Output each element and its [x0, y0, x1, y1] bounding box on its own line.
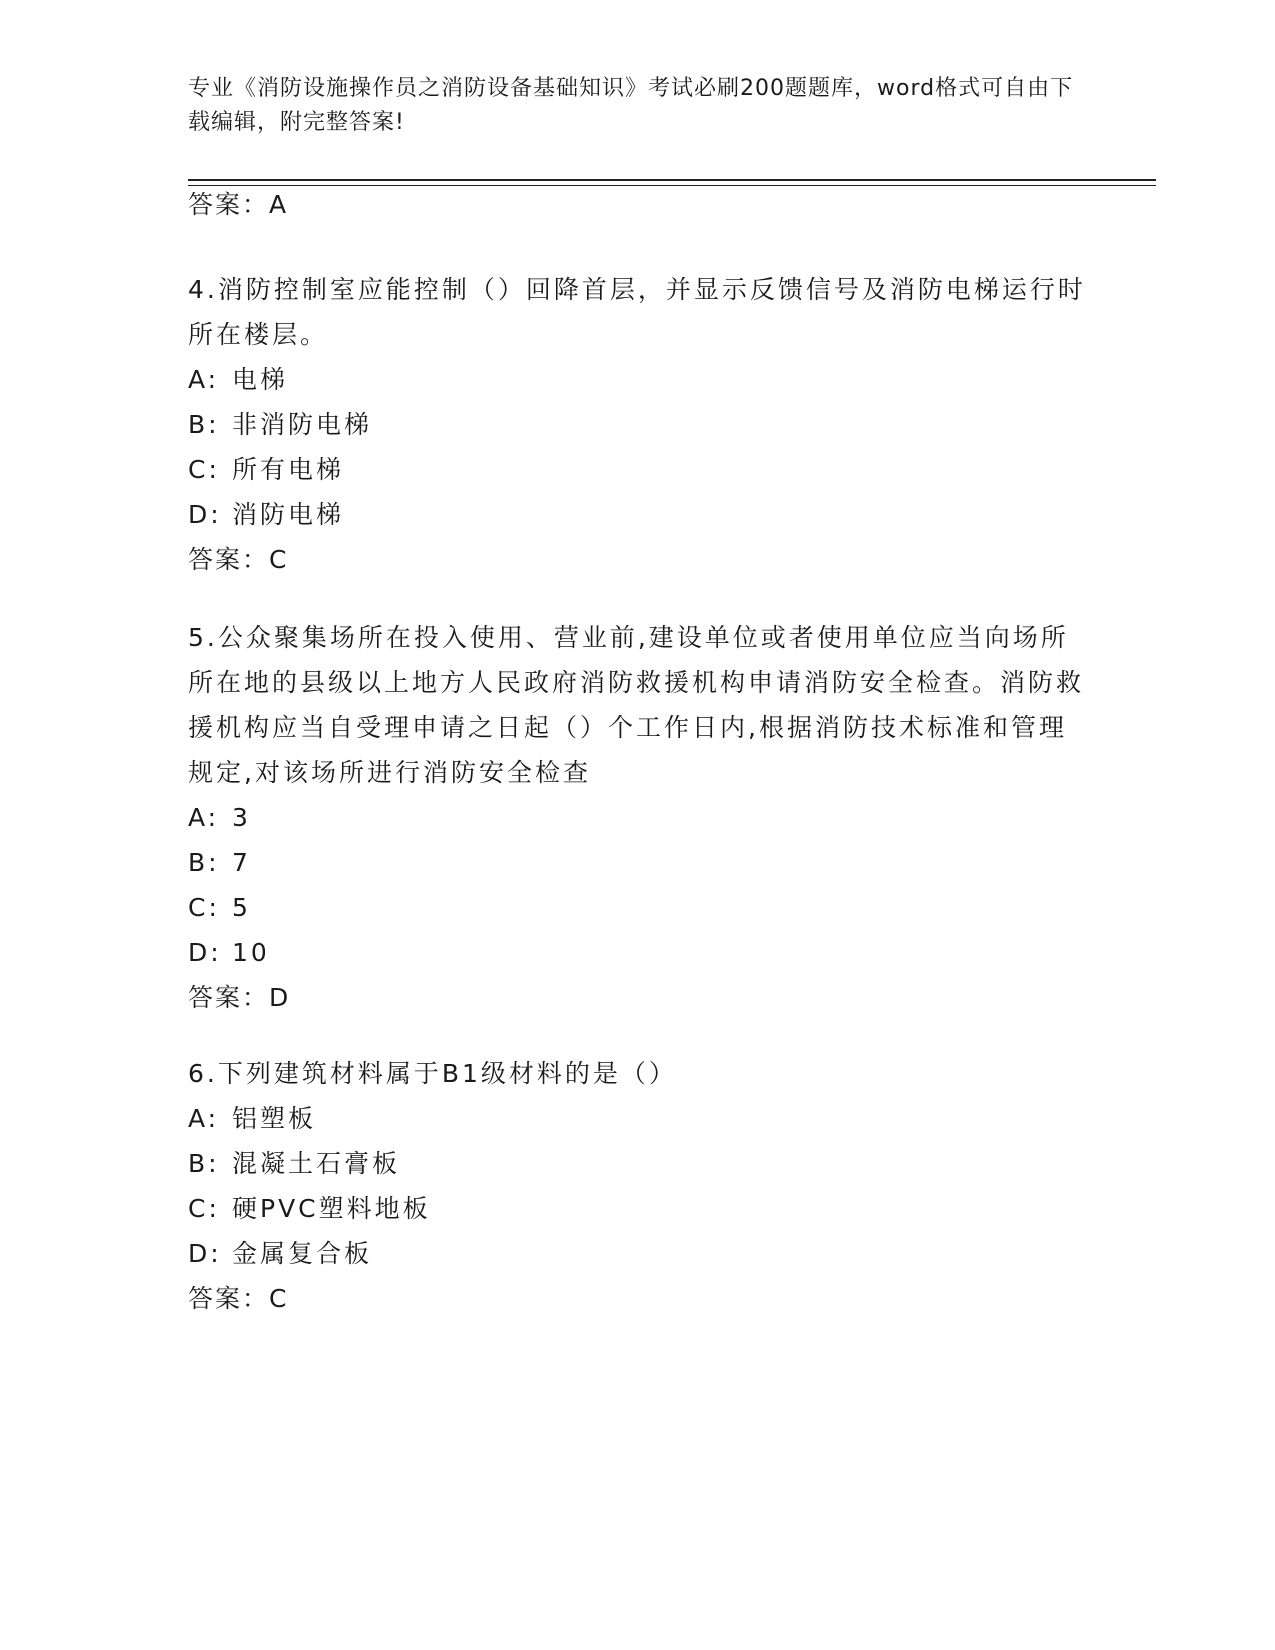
- option-key: C:: [188, 893, 220, 922]
- option-text: 3: [232, 803, 251, 832]
- option-b: [188, 1141, 1088, 1186]
- option-text: 电梯: [232, 365, 289, 394]
- option-key: D:: [188, 1239, 222, 1268]
- answer-line: 答案：D: [188, 983, 291, 1012]
- option-a: [188, 795, 1088, 840]
- option-key: C:: [188, 1194, 220, 1223]
- option-key: B:: [188, 410, 220, 439]
- option-text: 10: [232, 938, 270, 967]
- option-key: A:: [188, 1104, 220, 1133]
- option-key: D:: [188, 500, 222, 529]
- option-d: [188, 930, 1088, 975]
- question-5: [188, 615, 1088, 1020]
- document-header: 专业《消防设施操作员之消防设备基础知识》考试必刷200题题库，word格式可自由下载编辑，附完整答案!: [188, 76, 1074, 135]
- option-key: C:: [188, 455, 220, 484]
- answer-line: 答案：C: [188, 1284, 289, 1313]
- option-c: [188, 447, 1088, 492]
- question-6: [188, 1051, 1088, 1321]
- option-key: A:: [188, 803, 220, 832]
- option-text: 硬PVC塑料地板: [232, 1194, 431, 1223]
- answer-line: 答案：A: [188, 190, 289, 219]
- header-divider: [188, 179, 1156, 181]
- option-d: [188, 1231, 1088, 1276]
- option-text: 5: [232, 893, 251, 922]
- option-b: [188, 840, 1088, 885]
- option-text: 消防电梯: [232, 500, 345, 529]
- option-text: 金属复合板: [232, 1239, 373, 1268]
- option-key: B:: [188, 848, 220, 877]
- question-text: 5.公众聚集场所在投入使用、营业前,建设单位或者使用单位应当向场所所在地的县级以上地方人民政府消防救援机构申请消防安全检查。消防救援机构应当自受理申请之日起（）个工作日内,根据消防技术标准和管理规定,对该场所进行消防安全检查: [188, 623, 1085, 787]
- option-c: [188, 1186, 1088, 1231]
- option-a: [188, 1096, 1088, 1141]
- option-c: [188, 885, 1088, 930]
- option-key: B:: [188, 1149, 220, 1178]
- option-key: D:: [188, 938, 222, 967]
- option-d: [188, 492, 1088, 537]
- option-key: A:: [188, 365, 220, 394]
- option-text: 混凝土石膏板: [232, 1149, 401, 1178]
- option-text: 所有电梯: [232, 455, 345, 484]
- option-text: 7: [232, 848, 251, 877]
- question-text: 6.下列建筑材料属于B1级材料的是（）: [188, 1059, 677, 1088]
- answer-line: 答案：C: [188, 545, 289, 574]
- option-a: [188, 357, 1088, 402]
- option-text: 非消防电梯: [232, 410, 373, 439]
- option-text: 铝塑板: [232, 1104, 317, 1133]
- question-text: 4.消防控制室应能控制（）回降首层，并显示反馈信号及消防电梯运行时所在楼层。: [188, 275, 1086, 349]
- option-b: [188, 402, 1088, 447]
- question-4: [188, 267, 1088, 582]
